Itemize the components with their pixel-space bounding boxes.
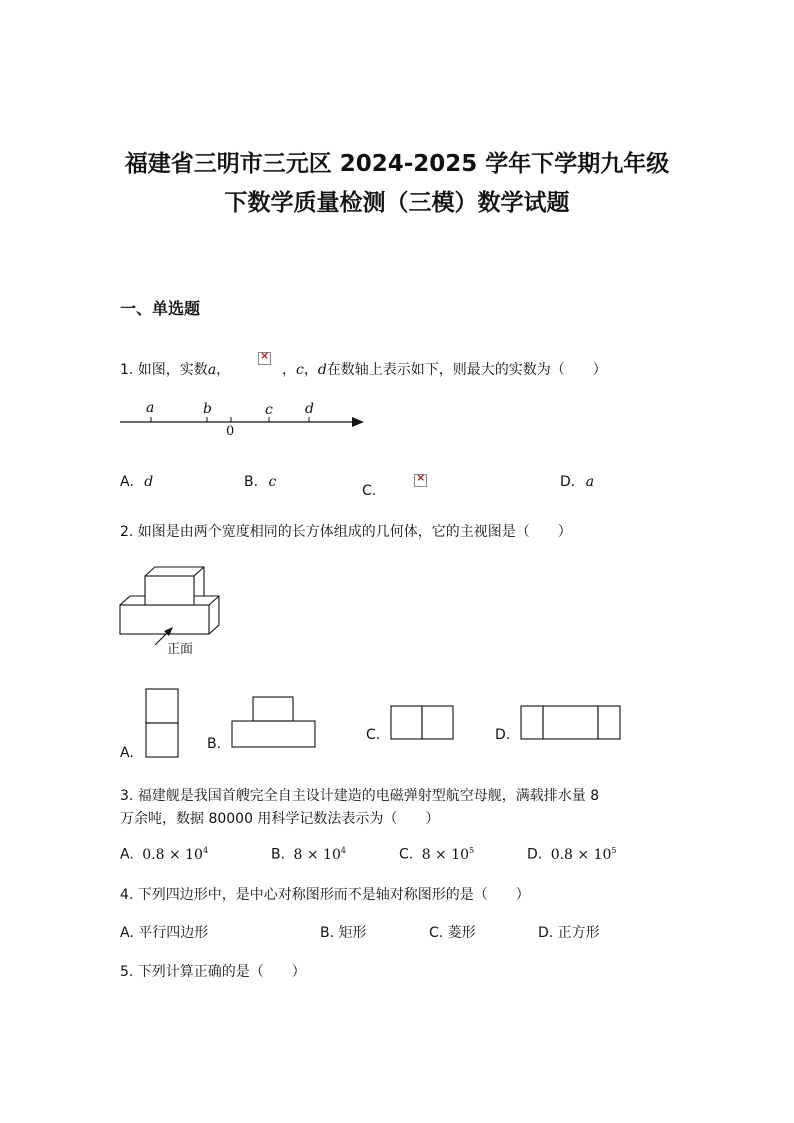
option-letter: D. <box>527 846 543 863</box>
option-letter: A. <box>120 474 134 490</box>
question-3-stem-line2: 万余吨，数据 80000 用科学记数法表示为（ ） <box>120 811 440 827</box>
broken-image-icon <box>414 474 427 487</box>
question-1-stem-rest <box>282 359 607 379</box>
broken-image-icon <box>258 352 271 365</box>
question-2-stem: 2. 如图是由两个宽度相同的长方体组成的几何体，它的主视图是（ ） <box>120 524 572 540</box>
q2-option-c-figure <box>390 705 456 742</box>
q1-sep: ， <box>216 362 231 378</box>
section-heading: 一、单选题 <box>120 299 201 318</box>
q4-option-a[interactable]: A. 平行四边形 <box>120 925 209 941</box>
option-letter: B. <box>244 474 259 490</box>
axis-label-d: d <box>305 401 314 417</box>
q1-var-d: d <box>317 362 327 378</box>
q2-option-d-figure <box>520 705 624 742</box>
q2-option-a-figure <box>145 688 180 760</box>
q1-option-c[interactable] <box>362 483 376 499</box>
q1-stem-start: 1. 如图，实数 <box>120 362 208 378</box>
q2-option-a-label[interactable]: A. <box>120 745 134 761</box>
q3-option-a[interactable] <box>120 846 208 863</box>
option-letter: A. <box>120 846 134 863</box>
q2-option-c-label[interactable]: C. <box>366 727 381 743</box>
page-title-line2: 下数学质量检测（三模）数学试题 <box>224 190 570 216</box>
option-value: c <box>268 474 277 490</box>
q2-option-d-label[interactable]: D. <box>495 727 511 743</box>
option-value: 8 × 10 <box>421 846 470 863</box>
q1-option-d[interactable] <box>560 474 594 490</box>
number-line-figure <box>118 398 368 443</box>
option-value: 8 × 10 <box>293 846 341 863</box>
question-3-stem-line1: 3. 福建舰是我国首艘完全自主设计建造的电磁弹射型航空母舰，满载排水量 8 <box>120 788 600 804</box>
q1-option-a[interactable] <box>120 474 153 490</box>
q3-option-d[interactable] <box>527 846 617 863</box>
option-value: 0.8 × 10 <box>142 846 203 863</box>
front-view-label: 正面 <box>167 642 194 657</box>
q1-sep: ， <box>282 362 296 378</box>
page-title-line1: 福建省三明市三元区 2024-2025 学年下学期九年级 <box>124 151 670 177</box>
q3-option-c[interactable] <box>399 846 474 863</box>
option-exponent: 4 <box>202 846 209 855</box>
question-1-stem <box>120 359 230 379</box>
q1-stem-end: 在数轴上表示如下，则最大的实数为（ ） <box>326 362 607 378</box>
option-exponent: 5 <box>469 846 475 855</box>
q2-option-b-figure <box>231 696 319 750</box>
q4-option-d[interactable]: D. 正方形 <box>538 925 600 941</box>
option-letter: C. <box>399 846 414 863</box>
question-4-stem: 4. 下列四边形中，是中心对称图形而不是轴对称图形的是（ ） <box>120 887 530 903</box>
option-letter: B. <box>271 846 286 863</box>
option-letter: D. <box>560 474 576 490</box>
axis-label-zero: 0 <box>226 424 235 439</box>
q1-var-a: a <box>207 362 217 378</box>
q1-sep: ， <box>303 362 318 378</box>
option-value: a <box>585 474 595 490</box>
question-5-stem: 5. 下列计算正确的是（ ） <box>120 964 306 980</box>
axis-label-c: c <box>265 402 273 418</box>
option-exponent: 4 <box>340 846 346 855</box>
option-letter: C. <box>362 483 377 499</box>
q3-option-b[interactable] <box>271 846 346 863</box>
axis-label-b: b <box>203 401 212 417</box>
q1-option-b[interactable] <box>244 474 276 490</box>
q1-var-c: c <box>296 362 304 378</box>
axis-label-a: a <box>146 400 155 416</box>
option-value: 0.8 × 10 <box>550 846 612 863</box>
q4-option-c[interactable]: C. 菱形 <box>429 925 476 941</box>
q2-option-b-label[interactable]: B. <box>207 736 222 752</box>
option-exponent: 5 <box>611 846 617 855</box>
option-value: d <box>144 474 154 490</box>
q4-option-b[interactable]: B. 矩形 <box>320 925 367 941</box>
